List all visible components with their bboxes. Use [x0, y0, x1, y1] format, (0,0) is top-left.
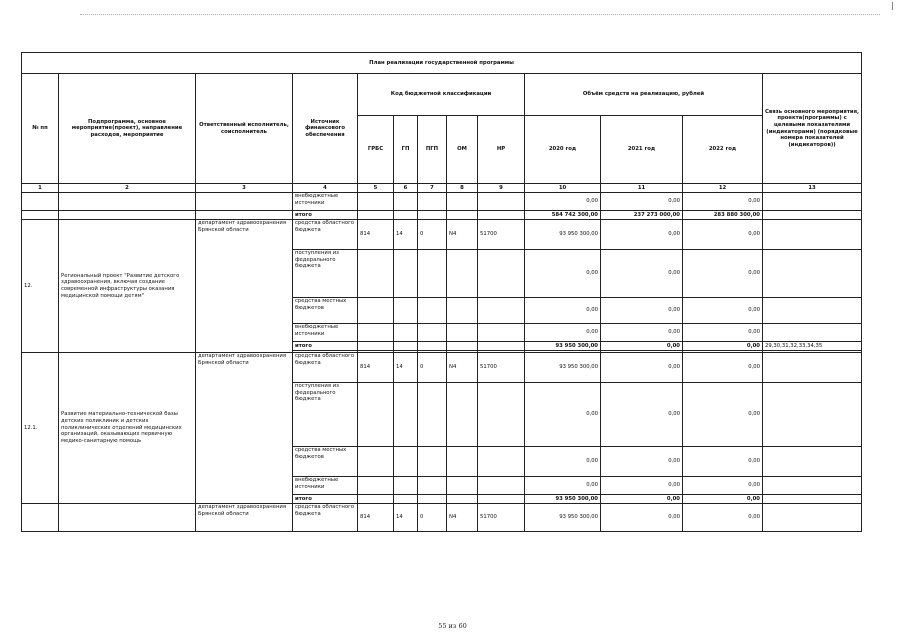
- item-executor: департамент здравоохранения Брянской области: [196, 220, 293, 353]
- item-executor: департамент здравоохранения Брянской области: [196, 353, 293, 504]
- item-number: 12.1.: [22, 353, 59, 504]
- item-executor: департамент здравоохранения Брянской области: [196, 504, 293, 532]
- code-grbs: 814: [358, 353, 394, 383]
- code-om: N4: [447, 220, 478, 250]
- header-num: № пп: [22, 74, 59, 184]
- page-number: 55 из 60: [438, 622, 467, 630]
- amount-2022: 0,00: [683, 447, 763, 477]
- amount-2020: 0,00: [525, 324, 601, 342]
- source-label: внебюджетные источники: [293, 477, 358, 495]
- code-om: N4: [447, 504, 478, 532]
- total-2020: 93 950 300,00: [525, 342, 601, 351]
- column-number: 12: [683, 184, 763, 193]
- source-label: средства областного бюджета: [293, 353, 358, 383]
- item-name: Развитие материально-технической базы детских поликлиник и детских поликлинических отделений медицинских организаций, оказывающих первичную медико-санитарную помощь: [59, 353, 196, 504]
- item12-1-regional-row: [22, 353, 862, 383]
- column-number: 1: [22, 184, 59, 193]
- column-number: 11: [601, 184, 683, 193]
- source-label: итого: [293, 342, 358, 351]
- amount-2020: 0,00: [525, 193, 601, 211]
- source-label: средства местных бюджетов: [293, 447, 358, 477]
- code-np: 51700: [478, 504, 525, 532]
- amount-2021: 0,00: [601, 447, 683, 477]
- total-2021: 0,00: [601, 495, 683, 504]
- amount-2021: 0,00: [601, 353, 683, 383]
- total-2020: 93 950 300,00: [525, 495, 601, 504]
- amount-2020: 0,00: [525, 250, 601, 298]
- column-number: 3: [196, 184, 293, 193]
- header-pgp: ПГП: [418, 116, 447, 184]
- amount-2022: 0,00: [683, 477, 763, 495]
- header-budget-code: Код бюджетной классификации: [358, 74, 525, 116]
- table-title: План реализации государственной программы: [22, 53, 862, 74]
- amount-2022: 0,00: [683, 250, 763, 298]
- header-np: НР: [478, 116, 525, 184]
- table-title-row: [22, 53, 862, 74]
- header-om: ОМ: [447, 116, 478, 184]
- source-label: средства областного бюджета: [293, 220, 358, 250]
- source-label: поступления из федерального бюджета: [293, 250, 358, 298]
- header-row-1: [22, 74, 862, 116]
- header-link: Связь основного мероприятия, проекта(программы) с целевыми показателями (индикаторами) (порядковые номера показателей (индикаторов)): [763, 74, 862, 184]
- amount-2021: 0,00: [601, 504, 683, 532]
- code-np: 51700: [478, 220, 525, 250]
- carryover-total-row: [22, 211, 862, 220]
- amount-2020: 93 950 300,00: [525, 353, 601, 383]
- source-label: внебюджетные источники: [293, 193, 358, 211]
- header-grbs: ГРБС: [358, 116, 394, 184]
- amount-2020: 0,00: [525, 477, 601, 495]
- amount-2020: 93 950 300,00: [525, 504, 601, 532]
- column-number-row: [22, 184, 862, 193]
- header-2020: 2020 год: [525, 116, 601, 184]
- amount-2022: 0,00: [683, 193, 763, 211]
- code-pgp: 0: [418, 220, 447, 250]
- header-subprogram: Подпрограмма, основное мероприятие(проект), направление расходов, мероприятие: [59, 74, 196, 184]
- source-label: итого: [293, 495, 358, 504]
- amount-2021: 0,00: [601, 477, 683, 495]
- item-number: 12.: [22, 220, 59, 353]
- amount-2020: 93 950 300,00: [525, 220, 601, 250]
- amount-2021: 0,00: [601, 220, 683, 250]
- amount-2022: 0,00: [683, 324, 763, 342]
- column-number: 4: [293, 184, 358, 193]
- program-plan-table: [21, 52, 862, 532]
- scan-artifact-tick: [892, 2, 893, 10]
- indicator-numbers: 29,30,31,32,33,34,35: [763, 342, 862, 351]
- column-number: 6: [394, 184, 418, 193]
- source-label: поступления из федерального бюджета: [293, 383, 358, 447]
- amount-2022: 0,00: [683, 383, 763, 447]
- header-volume: Объём средств на реализацию, рублей: [525, 74, 763, 116]
- item12-regional-row: [22, 220, 862, 250]
- total-2022: 0,00: [683, 495, 763, 504]
- amount-2021: 0,00: [601, 250, 683, 298]
- column-number: 7: [418, 184, 447, 193]
- column-number: 5: [358, 184, 394, 193]
- source-label: средства областного бюджета: [293, 504, 358, 532]
- header-2021: 2021 год: [601, 116, 683, 184]
- column-number: 9: [478, 184, 525, 193]
- total-2021: 237 273 000,00: [601, 211, 683, 220]
- amount-2020: 0,00: [525, 298, 601, 324]
- column-number: 13: [763, 184, 862, 193]
- amount-2020: 0,00: [525, 447, 601, 477]
- amount-2021: 0,00: [601, 193, 683, 211]
- amount-2021: 0,00: [601, 324, 683, 342]
- carryover-extrabudget-row: [22, 193, 862, 211]
- code-gp: 14: [394, 504, 418, 532]
- total-2021: 0,00: [601, 342, 683, 351]
- amount-2022: 0,00: [683, 504, 763, 532]
- column-number: 8: [447, 184, 478, 193]
- code-grbs: 814: [358, 504, 394, 532]
- source-label: внебюджетные источники: [293, 324, 358, 342]
- amount-2022: 0,00: [683, 353, 763, 383]
- amount-2022: 0,00: [683, 298, 763, 324]
- code-pgp: 0: [418, 353, 447, 383]
- source-label: итого: [293, 211, 358, 220]
- code-om: N4: [447, 353, 478, 383]
- header-source: Источник финансового обеспечения: [293, 74, 358, 184]
- item-name: Региональный проект "Развитие детского здравоохранения, включая создание современной инфраструктуры оказания медицинской помощи детям": [59, 220, 196, 353]
- header-2022: 2022 год: [683, 116, 763, 184]
- code-pgp: 0: [418, 504, 447, 532]
- code-gp: 14: [394, 220, 418, 250]
- code-gp: 14: [394, 353, 418, 383]
- code-grbs: 814: [358, 220, 394, 250]
- total-2020: 584 742 300,00: [525, 211, 601, 220]
- header-executor: Ответственный исполнитель, соисполнитель: [196, 74, 293, 184]
- total-2022: 0,00: [683, 342, 763, 351]
- scan-artifact-dots: [80, 14, 880, 17]
- header-gp: ГП: [394, 116, 418, 184]
- source-label: средства местных бюджетов: [293, 298, 358, 324]
- amount-2020: 0,00: [525, 383, 601, 447]
- column-number: 2: [59, 184, 196, 193]
- code-np: 51700: [478, 353, 525, 383]
- column-number: 10: [525, 184, 601, 193]
- next-item-regional-row: [22, 504, 862, 532]
- amount-2021: 0,00: [601, 298, 683, 324]
- total-2022: 283 880 300,00: [683, 211, 763, 220]
- amount-2022: 0,00: [683, 220, 763, 250]
- amount-2021: 0,00: [601, 383, 683, 447]
